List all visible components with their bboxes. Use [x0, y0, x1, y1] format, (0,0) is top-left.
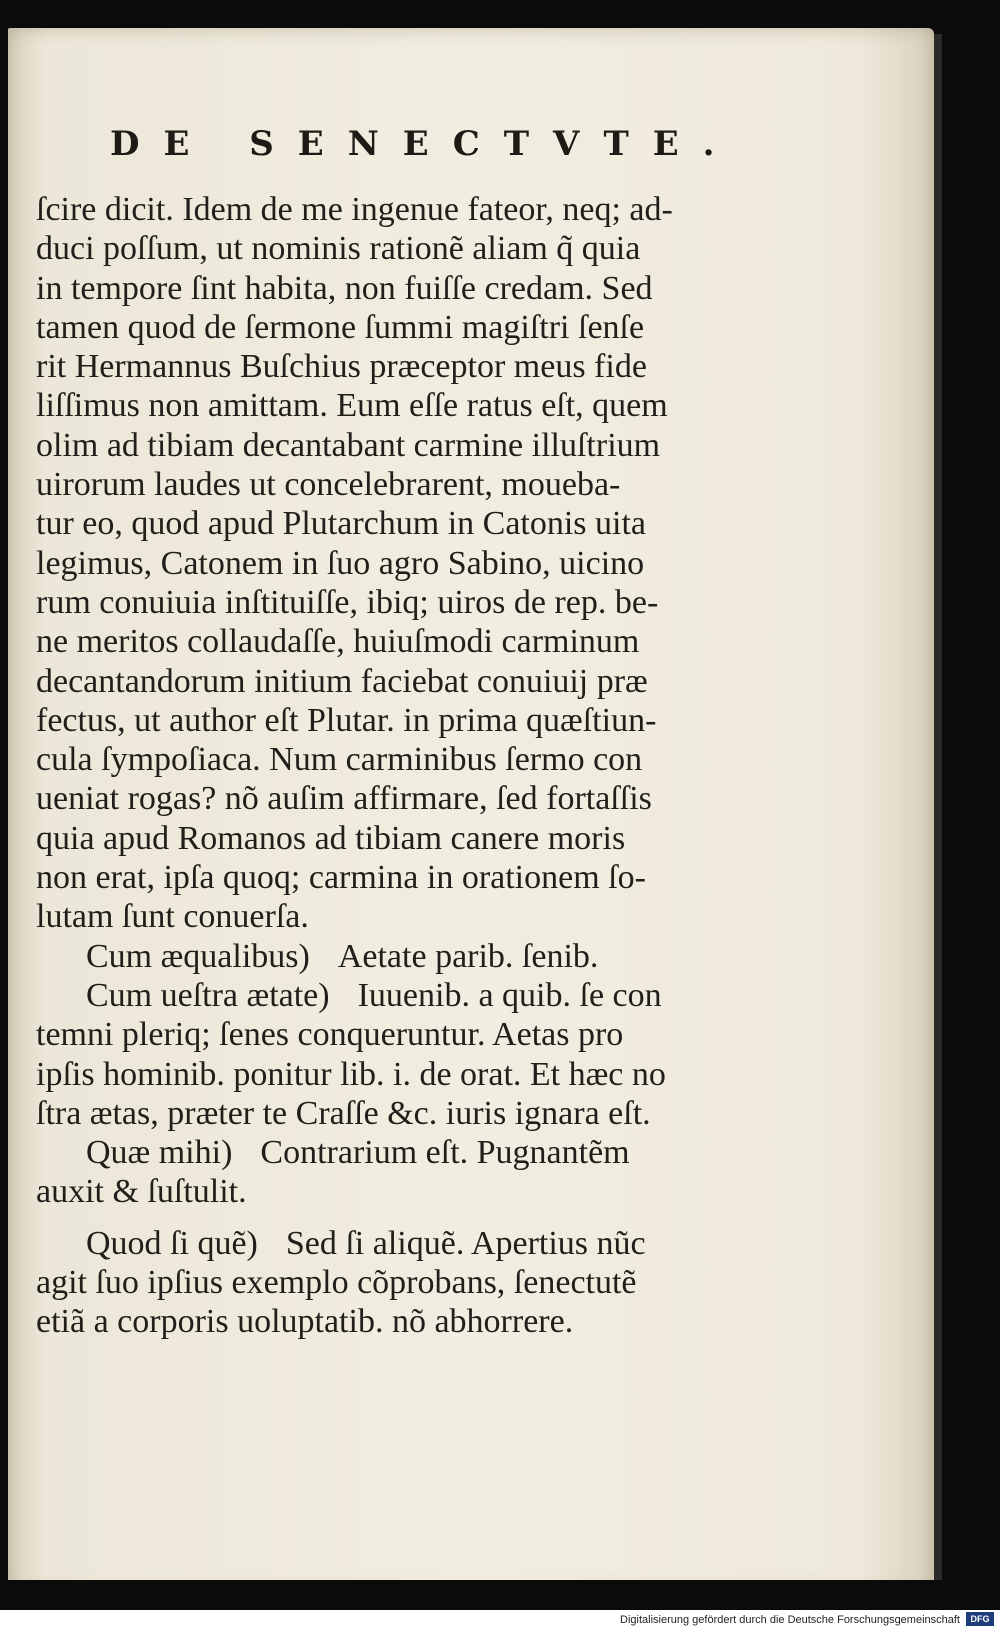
gloss-lemma: Quod ſi quẽ) — [86, 1224, 258, 1262]
page-edge-shadow — [934, 34, 942, 1584]
text-line: ne meritos collaudaſſe, huiuſmodi carminum — [36, 623, 640, 661]
text-line: ipſis hominib. ponitur lib. i. de orat. Et hæc no — [36, 1055, 666, 1093]
text-line: agit ſuo ipſius exemplo cõprobans, ſenectutẽ — [36, 1264, 637, 1302]
text-line: olim ad tibiam decantabant carmine illuſtrium — [36, 426, 661, 464]
text-line: decantandorum initium faciebat conuiuĳ præ — [36, 662, 648, 700]
text-line: liſſimus non amittam. Eum eſſe ratus eſt, quem — [36, 387, 668, 425]
text-line: duci poſſum, ut nominis rationẽ aliam q̃ quia — [36, 230, 641, 268]
text-line: fectus, ut author eſt Plutar. in prima quæſtiun- — [36, 701, 657, 739]
gloss-text: Aetate parib. ſenib. — [337, 937, 599, 975]
scan-bottom-band — [0, 1580, 1000, 1610]
text-line: tamen quod de ſermone ſummi magiſtri ſenſe — [36, 308, 645, 346]
gloss-lemma: Cum æqualibus) — [86, 937, 310, 975]
text-line: cula ſympoſiaca. Num carminibus ſermo con — [36, 741, 643, 779]
digitization-credit: Digitalisierung gefördert durch die Deutsche Forschungsgemeinschaft — [620, 1614, 960, 1626]
text-line: etiã a corporis uoluptatib. nõ abhorrere. — [36, 1303, 574, 1341]
text-line: quia apud Romanos ad tibiam canere moris — [36, 819, 626, 857]
gloss-lemma: Cum ueſtra ætate) — [86, 976, 330, 1014]
gloss-line — [36, 937, 776, 976]
text-line: rit Hermannus Buſchius præceptor meus fide — [36, 348, 647, 386]
gloss-line — [36, 976, 776, 1015]
dfg-logo: DFG — [966, 1612, 994, 1626]
text-line: temni pleriq; ſenes conqueruntur. Aetas pro — [36, 1016, 624, 1054]
text-line: tur eo, quod apud Plutarchum in Catonis uita — [36, 505, 647, 543]
gloss-text: Iuuenib. a quib. ſe con — [357, 976, 662, 1014]
page-text — [36, 190, 776, 1342]
text-line: uirorum laudes ut concelebrarent, moueba- — [36, 466, 621, 504]
text-line: rum conuiuia inſtituiſſe, ibiq; uiros de rep. be- — [36, 583, 659, 621]
text-line: ſcire dicit. Idem de me ingenue fateor, neq; ad- — [36, 191, 673, 228]
text-line: auxit & ſuſtulit. — [36, 1173, 247, 1211]
text-line: ueniat rogas? nõ auſim affirmare, ſed fortaſſis — [36, 780, 652, 818]
gloss-line — [36, 1133, 776, 1172]
text-line: non erat, ipſa quoq; carmina in orationem ſo- — [36, 859, 646, 897]
gloss-text: Contrarium eſt. Pugnantẽm — [260, 1134, 630, 1172]
gloss-lemma: Quæ mihi) — [86, 1134, 233, 1172]
gloss-text: Sed ſi aliquẽ. Apertius nũc — [285, 1224, 646, 1262]
running-header: DE SENECTVTE. — [110, 124, 739, 164]
paragraph-gap — [36, 1212, 776, 1224]
text-line: ſtra ætas, præter te Craſſe &c. iuris ignara eſt. — [36, 1094, 651, 1132]
text-line: lutam ſunt conuerſa. — [36, 898, 309, 936]
text-line: legimus, Catonem in ſuo agro Sabino, uicino — [36, 544, 645, 582]
gloss-line — [36, 1224, 776, 1263]
text-line: in tempore ſint habita, non fuiſſe credam. Sed — [36, 269, 653, 307]
